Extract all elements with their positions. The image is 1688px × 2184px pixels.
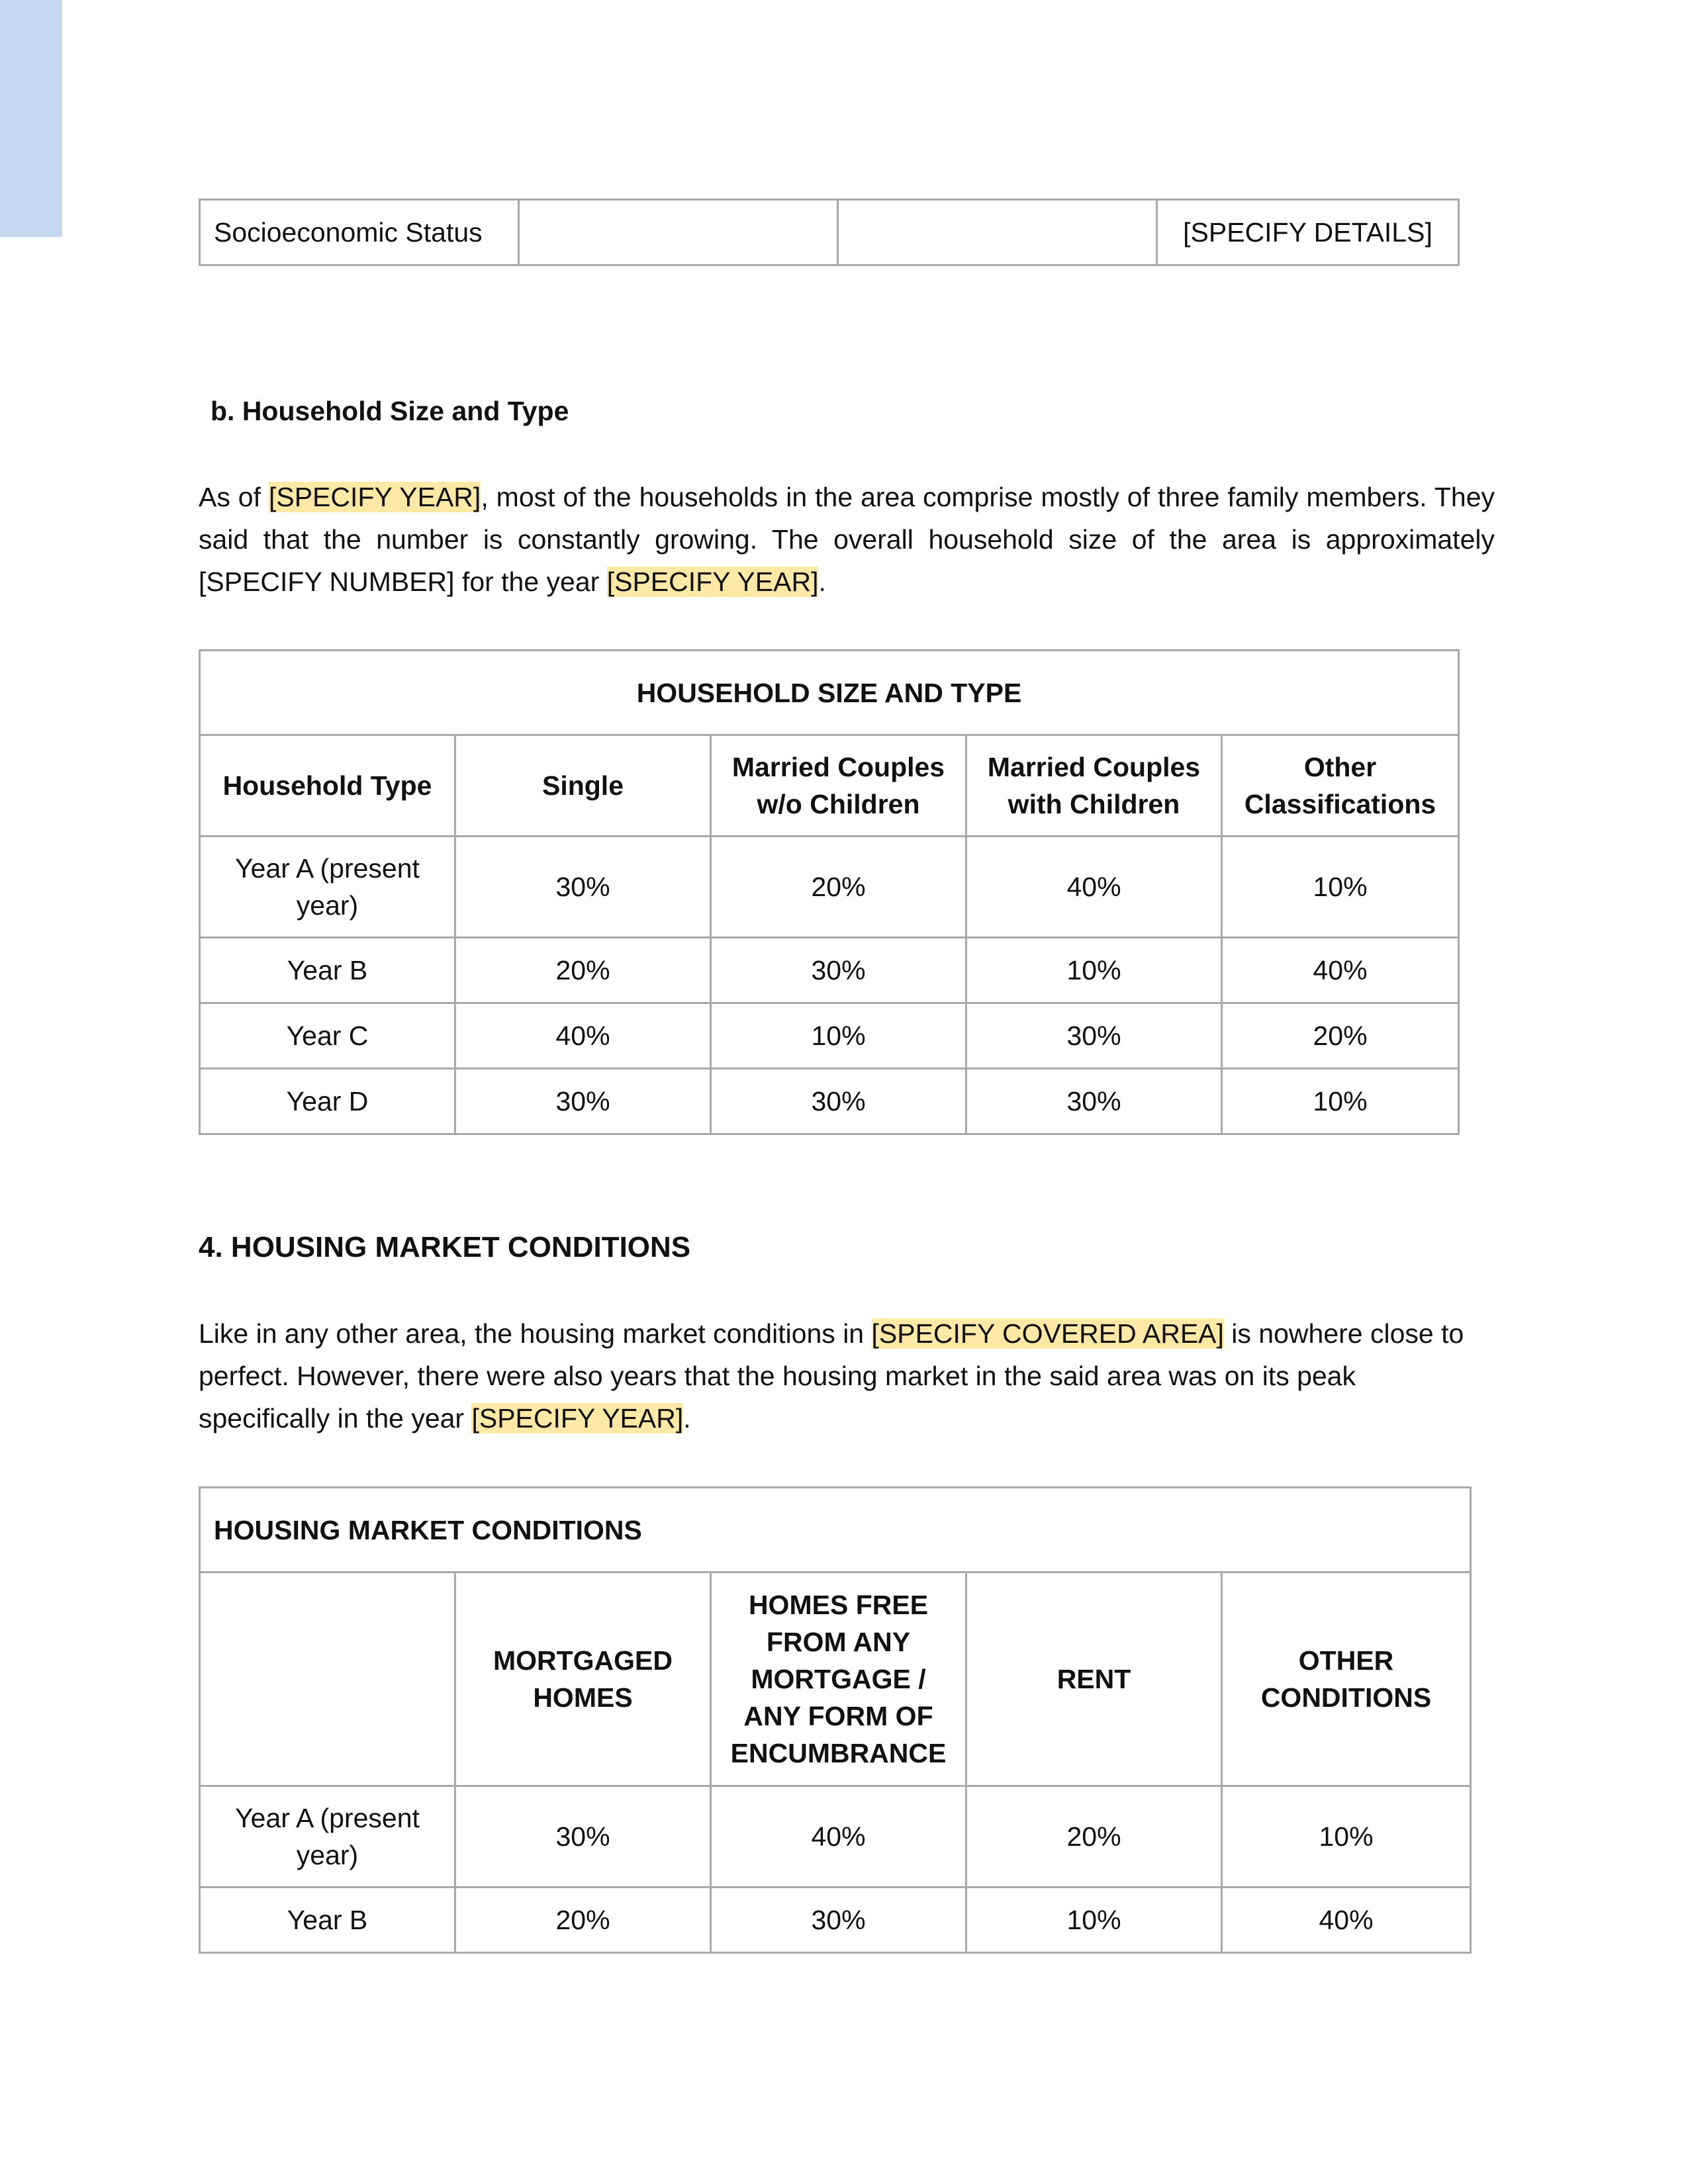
row-label: Year A (present year) <box>200 837 455 938</box>
table-row <box>200 1003 1459 1069</box>
placeholder-highlight: [SPECIFY YEAR] <box>606 567 819 597</box>
table-cell: Socioeconomic Status <box>200 200 519 265</box>
section-paragraph <box>199 1312 1483 1439</box>
paragraph-text: . <box>683 1403 691 1433</box>
table-cell: 30% <box>455 837 711 938</box>
section-heading: b. Household Size and Type <box>211 396 569 426</box>
paragraph-text: is nowhere close to perfect. However, there were also years that the housing market in the said area was on its peak specifically in the year <box>199 1318 1464 1433</box>
table-row <box>200 200 1459 265</box>
column-header: Single <box>455 735 711 837</box>
table-cell: 30% <box>966 1069 1222 1134</box>
paragraph-text: Like in any other area, the housing market conditions in <box>199 1318 872 1349</box>
paragraph-text: As of <box>199 482 269 512</box>
table-title-row <box>200 651 1459 735</box>
row-label: Year B <box>200 938 455 1003</box>
row-label: Year D <box>200 1069 455 1134</box>
table-cell: [SPECIFY DETAILS] <box>1157 200 1459 265</box>
socioeconomic-table <box>199 199 1460 266</box>
table-cell: 10% <box>966 938 1222 1003</box>
placeholder-highlight: [SPECIFY YEAR] <box>471 1403 684 1433</box>
table-row <box>200 938 1459 1003</box>
table-cell: 10% <box>1222 1069 1459 1134</box>
table-cell: 30% <box>711 938 966 1003</box>
household-table <box>199 649 1460 1135</box>
table-title: HOUSEHOLD SIZE AND TYPE <box>200 651 1459 735</box>
table-cell: 30% <box>711 1888 966 1953</box>
table-row <box>200 1069 1459 1134</box>
table-cell: 20% <box>711 837 966 938</box>
placeholder-highlight: [SPECIFY YEAR] <box>268 482 481 512</box>
table-cell: 30% <box>455 1786 711 1888</box>
table-cell: 40% <box>455 1003 711 1069</box>
table-cell: 10% <box>966 1888 1222 1953</box>
table-cell: 20% <box>1222 1003 1459 1069</box>
table-cell: 30% <box>455 1069 711 1134</box>
table-cell <box>838 200 1157 265</box>
section-paragraph <box>199 476 1495 603</box>
housing-market-table <box>199 1486 1472 1954</box>
section-heading: 4. HOUSING MARKET CONDITIONS <box>199 1231 691 1263</box>
side-tab-decoration <box>0 0 62 237</box>
column-header: OTHER CONDITIONS <box>1222 1572 1471 1786</box>
table-title-row <box>200 1488 1471 1572</box>
table-header-row <box>200 1572 1471 1786</box>
table-row <box>200 1786 1471 1888</box>
column-header: Other Classifications <box>1222 735 1459 837</box>
paragraph-text: , most of the households in the area comprise mostly of three family members. They said that the number is constantly growing. The overall household size of the area is approximately [SPECIFY NUMBER] for the year <box>199 482 1495 597</box>
row-label: Year C <box>200 1003 455 1069</box>
table-row <box>200 1888 1471 1953</box>
table-cell: 10% <box>1222 1786 1471 1888</box>
column-header: Married Couples w/o Children <box>711 735 966 837</box>
column-header: HOMES FREE FROM ANY MORTGAGE / ANY FORM OF ENCUMBRANCE <box>711 1572 966 1786</box>
column-header: MORTGAGED HOMES <box>455 1572 711 1786</box>
table-cell: 40% <box>1222 1888 1471 1953</box>
table-cell: 20% <box>455 938 711 1003</box>
table-cell: 30% <box>966 1003 1222 1069</box>
column-header <box>200 1572 455 1786</box>
table-cell <box>519 200 838 265</box>
table-title: HOUSING MARKET CONDITIONS <box>200 1488 1471 1572</box>
column-header: RENT <box>966 1572 1222 1786</box>
table-row <box>200 837 1459 938</box>
column-header: Married Couples with Children <box>966 735 1222 837</box>
paragraph-text: . <box>818 567 826 597</box>
placeholder-highlight: [SPECIFY COVERED AREA] <box>871 1318 1224 1349</box>
table-cell: 30% <box>711 1069 966 1134</box>
table-cell: 40% <box>966 837 1222 938</box>
column-header: Household Type <box>200 735 455 837</box>
table-cell: 40% <box>1222 938 1459 1003</box>
table-header-row <box>200 735 1459 837</box>
row-label: Year A (present year) <box>200 1786 455 1888</box>
table-cell: 20% <box>455 1888 711 1953</box>
table-cell: 10% <box>1222 837 1459 938</box>
row-label: Year B <box>200 1888 455 1953</box>
table-cell: 20% <box>966 1786 1222 1888</box>
table-cell: 10% <box>711 1003 966 1069</box>
table-cell: 40% <box>711 1786 966 1888</box>
